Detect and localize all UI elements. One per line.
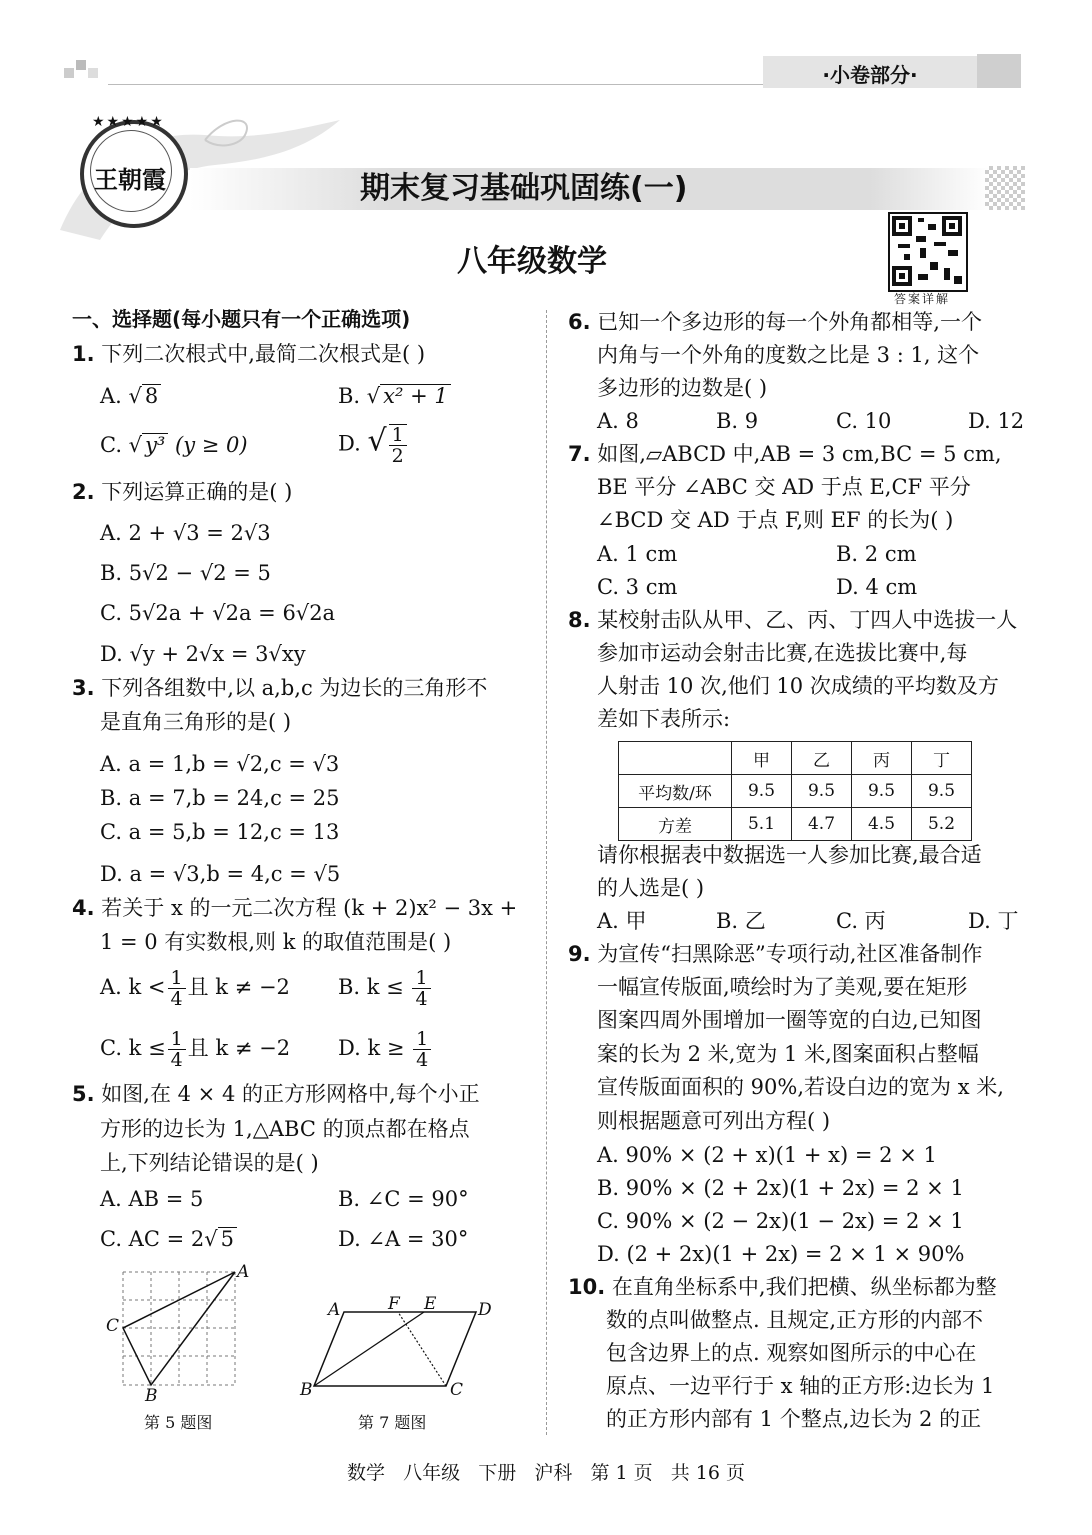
- option-4a[interactable]: [100, 968, 290, 1009]
- radicand: 5: [218, 1227, 237, 1250]
- question-9: [568, 937, 982, 971]
- question-stem: 若关于 x 的一元二次方程 (k + 2)x² − 3x +: [101, 896, 518, 920]
- option-letter: A.: [100, 384, 122, 408]
- option-1d[interactable]: D. √ $\frac{1}{2}$: [338, 424, 409, 466]
- question-4: [72, 891, 517, 925]
- question-number: 3.: [72, 676, 95, 700]
- question-stem: 下列各组数中,以 a,b,c 为边长的三角形不: [101, 676, 488, 700]
- header-tag-label: ·小卷部分·: [822, 63, 918, 87]
- numerator: 1: [412, 968, 430, 989]
- option-3b[interactable]: B. a = 7,b = 24,c = 25: [100, 786, 340, 810]
- numerator: 1: [168, 968, 186, 989]
- fig5-label-a: A: [237, 1262, 250, 1282]
- page-subtitle: 八年级数学: [457, 244, 607, 279]
- section-heading: 一、选择题(每小题只有一个正确选项): [72, 307, 411, 331]
- table-header-cell: 甲: [732, 742, 792, 775]
- table-header-cell: 丁: [912, 742, 972, 775]
- fig7-label-d: D: [478, 1300, 492, 1320]
- option-2c[interactable]: C. 5√2a + √2a = 6√2a: [100, 601, 336, 625]
- question-10-line3: 包含边界上的点. 观察如图所示的中心在: [606, 1341, 977, 1365]
- question-3: [72, 671, 487, 705]
- logo-text: 王朝霞: [94, 165, 166, 194]
- denominator: 4: [170, 988, 183, 1010]
- table-header-row: [619, 742, 972, 775]
- option-text: C. AC = 2: [100, 1227, 205, 1251]
- page-title: 期末复习基础巩固练(一): [360, 171, 688, 206]
- option-3c[interactable]: C. a = 5,b = 12,c = 13: [100, 820, 340, 844]
- question-5-line2: 方形的边长为 1,△ABC 的顶点都在格点: [100, 1117, 470, 1141]
- numerator: 1: [413, 1029, 431, 1050]
- question-3-line2: 是直角三角形的是( ): [100, 710, 292, 734]
- fig5-label-c: C: [106, 1316, 120, 1336]
- question-8-post1: 请你根据表中数据选一人参加比赛,最合适: [597, 843, 982, 867]
- question-9-line2: 一幅宣传版面,喷绘时为了美观,要在矩形: [597, 975, 968, 999]
- question-10-line5: 的正方形内部有 1 个整点,边长为 2 的正: [606, 1407, 982, 1431]
- page-footer: 数学 八年级 下册 沪科 第 1 页 共 16 页: [346, 1462, 746, 1484]
- option-6d[interactable]: D. 12: [968, 409, 1025, 433]
- option-5d[interactable]: D. ∠A = 30°: [338, 1227, 469, 1251]
- table-cell: 5.2: [912, 808, 972, 841]
- question-5: [72, 1077, 480, 1111]
- option-6b[interactable]: B. 9: [716, 409, 759, 433]
- option-text: B. k ≤: [338, 975, 404, 999]
- option-9a[interactable]: A. 90% × (2 + x)(1 + x) = 2 × 1: [597, 1143, 937, 1167]
- header-rule: [108, 84, 763, 85]
- option-text: 且 k ≠ −2: [187, 975, 290, 999]
- logo-stars: ★★★★★: [92, 114, 165, 130]
- table-cell: 9.5: [852, 775, 912, 808]
- table-cell: 9.5: [912, 775, 972, 808]
- denominator: 2: [391, 445, 404, 467]
- question-stem: 在直角坐标系中,我们把横、纵坐标都为整: [611, 1275, 997, 1299]
- question-8: [568, 603, 1017, 637]
- option-8a[interactable]: A. 甲: [597, 909, 647, 933]
- option-text: A. k <: [100, 975, 166, 999]
- option-text: C. k ≤: [100, 1036, 166, 1060]
- question-stem: 某校射击队从甲、乙、丙、丁四人中选拔一人: [597, 608, 1018, 632]
- question-9-line3: 图案四周外围增加一圈等宽的白边,已知图: [597, 1008, 982, 1032]
- option-2a[interactable]: A. 2 + √3 = 2√3: [100, 521, 271, 545]
- option-5c[interactable]: C. AC = 2√ 5: [100, 1222, 237, 1256]
- question-7-line3: ∠BCD 交 AD 于点 F,则 EF 的长为( ): [597, 508, 954, 532]
- option-letter: C.: [100, 433, 122, 457]
- option-3a[interactable]: A. a = 1,b = √2,c = √3: [100, 752, 340, 776]
- table-cell: 5.1: [732, 808, 792, 841]
- qr-label: 答案详解: [894, 292, 951, 306]
- question-9-line4: 案的长为 2 米,宽为 1 米,图案面积占整幅: [597, 1042, 979, 1066]
- option-5a[interactable]: A. AB = 5: [100, 1187, 204, 1211]
- question-8-line4: 差如下表所示:: [597, 707, 731, 731]
- question-number: 7.: [568, 442, 591, 466]
- fig7-label-b: B: [300, 1380, 313, 1400]
- question-stem: 已知一个多边形的每一个外角都相等,一个: [597, 310, 982, 334]
- numerator: 1: [168, 1029, 186, 1050]
- option-6a[interactable]: A. 8: [597, 409, 639, 433]
- fig7-caption: 第 7 题图: [358, 1413, 427, 1432]
- radicand: x² + 1: [380, 384, 451, 407]
- fig5-caption: 第 5 题图: [144, 1413, 213, 1432]
- option-2d[interactable]: D. √y + 2√x = 3√xy: [100, 642, 306, 666]
- fig5-label-b: B: [145, 1386, 158, 1406]
- option-8d[interactable]: D. 丁: [968, 909, 1019, 933]
- option-6c[interactable]: C. 10: [836, 409, 892, 433]
- question-number: 9.: [568, 942, 591, 966]
- question-9-line6: 则根据题意可列出方程( ): [597, 1109, 831, 1133]
- option-8b[interactable]: B. 乙: [716, 909, 766, 933]
- question-8-line3: 人射击 10 次,他们 10 次成绩的平均数及方: [597, 674, 999, 698]
- question-4-line2: 1 = 0 有实数根,则 k 的取值范围是( ): [100, 930, 452, 954]
- numerator: 1: [389, 425, 407, 446]
- question-number: 8.: [568, 608, 591, 632]
- radicand: 8: [142, 384, 161, 407]
- question-5-line3: 上,下列结论错误的是( ): [100, 1151, 319, 1175]
- question-2: [72, 475, 292, 509]
- option-1a[interactable]: A. √ 8: [100, 379, 161, 413]
- option-4d[interactable]: [338, 1029, 433, 1070]
- table-cell: 9.5: [732, 775, 792, 808]
- option-4b[interactable]: [338, 968, 433, 1009]
- question-6-line2: 内角与一个外角的度数之比是 3 : 1, 这个: [597, 343, 980, 367]
- table-cell: 平均数/环: [619, 775, 732, 808]
- question-10-line4: 原点、一边平行于 x 轴的正方形:边长为 1: [606, 1374, 995, 1398]
- question-8-line2: 参加市运动会射击比赛,在选拔比赛中,每: [597, 641, 968, 665]
- question-stem: 下列二次根式中,最简二次根式是( ): [101, 342, 426, 366]
- table-cell: 4.5: [852, 808, 912, 841]
- option-3d[interactable]: D. a = √3,b = 4,c = √5: [100, 862, 341, 886]
- option-1c[interactable]: C. √ y³ (y ≥ 0): [100, 433, 248, 457]
- table-header-cell: 丙: [852, 742, 912, 775]
- table-cell: 方差: [619, 808, 732, 841]
- question-6-line3: 多边形的边数是( ): [597, 376, 768, 400]
- table-header-cell: [619, 742, 732, 775]
- question-stem: 如图,▱ABCD 中,AB = 3 cm,BC = 5 cm,: [597, 442, 1002, 466]
- figure-5: [105, 1262, 255, 1412]
- option-letter: D.: [338, 431, 361, 456]
- question-7-line2: BE 平分 ∠ABC 交 AD 于点 E,CF 平分: [597, 475, 971, 499]
- table-header-cell: 乙: [792, 742, 852, 775]
- header-tag-dark: [977, 54, 1021, 88]
- option-9c[interactable]: C. 90% × (2 − 2x)(1 − 2x) = 2 × 1: [597, 1209, 964, 1233]
- question-number: 4.: [72, 896, 95, 920]
- fig7-label-f: F: [388, 1294, 400, 1314]
- question-number: 1.: [72, 342, 95, 366]
- question-number: 2.: [72, 480, 95, 504]
- option-text: 且 k ≠ −2: [187, 1036, 291, 1060]
- option-letter: B.: [338, 384, 361, 408]
- qr-code[interactable]: [888, 212, 968, 292]
- question-1: [72, 337, 425, 371]
- table-row: [619, 808, 972, 841]
- option-2b[interactable]: B. 5√2 − √2 = 5: [100, 561, 271, 585]
- title-checker: [985, 166, 1025, 210]
- option-1b[interactable]: B. √ x² + 1: [338, 379, 451, 413]
- question-7: [568, 437, 1002, 471]
- option-7b[interactable]: B. 2 cm: [836, 542, 917, 566]
- option-4c[interactable]: [100, 1029, 290, 1070]
- table-row: [619, 775, 972, 808]
- corner-decoration: [64, 60, 104, 80]
- fig7-label-e: E: [424, 1294, 437, 1314]
- question-number: 5.: [72, 1082, 95, 1106]
- table-cell: 4.7: [792, 808, 852, 841]
- option-7c[interactable]: C. 3 cm: [597, 575, 678, 599]
- question-9-line5: 宣传版面面积的 90%,若设白边的宽为 x 米,: [597, 1075, 1004, 1099]
- fig7-label-c: C: [450, 1380, 464, 1400]
- question-6: [568, 305, 982, 339]
- score-table: [618, 741, 972, 841]
- option-9d[interactable]: D. (2 + 2x)(1 + 2x) = 2 × 1 × 90%: [597, 1242, 965, 1266]
- denominator: 4: [415, 988, 428, 1010]
- question-8-post2: 的人选是( ): [597, 876, 705, 900]
- option-7a[interactable]: A. 1 cm: [597, 542, 678, 566]
- denominator: 4: [170, 1049, 183, 1071]
- radicand: y³: [142, 433, 168, 456]
- question-number: 6.: [568, 310, 591, 334]
- condition: (y ≥ 0): [175, 433, 248, 457]
- question-stem: 如图,在 4 × 4 的正方形网格中,每个小正: [101, 1082, 480, 1106]
- question-stem: 下列运算正确的是( ): [101, 480, 293, 504]
- question-10: [568, 1270, 997, 1304]
- option-9b[interactable]: B. 90% × (2 + 2x)(1 + 2x) = 2 × 1: [597, 1176, 964, 1200]
- option-8c[interactable]: C. 丙: [836, 909, 886, 933]
- table-cell: 9.5: [792, 775, 852, 808]
- option-text: D. k ≥: [338, 1036, 405, 1060]
- question-10-line2: 数的点叫做整点. 且规定,正方形的内部不: [606, 1308, 984, 1332]
- option-5b[interactable]: B. ∠C = 90°: [338, 1187, 469, 1211]
- question-stem: 为宣传“扫黑除恶”专项行动,社区准备制作: [597, 942, 983, 966]
- fig7-label-a: A: [328, 1300, 341, 1320]
- option-7d[interactable]: D. 4 cm: [836, 575, 918, 599]
- column-divider: [546, 310, 547, 1435]
- question-number: 10.: [568, 1275, 606, 1299]
- denominator: 4: [416, 1049, 429, 1071]
